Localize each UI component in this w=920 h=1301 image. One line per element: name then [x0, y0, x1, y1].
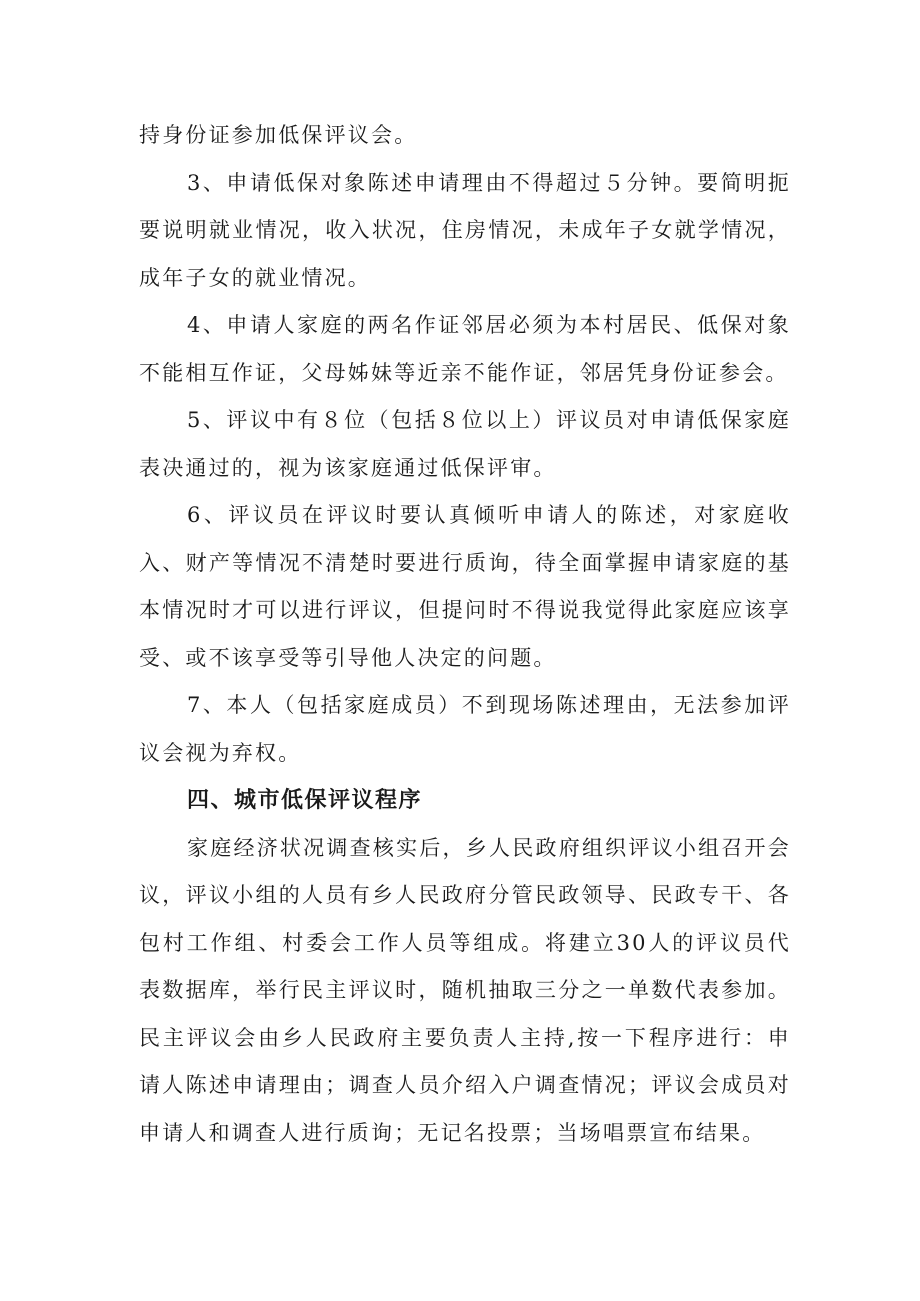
section-paragraph: 家庭经济状况调查核实后，乡人民政府组织评议小组召开会议，评议小组的人员有乡人民政府分管民政领导、民政专干、各包村工作组、村委会工作人员等组成。将建立30人的评议员代表数据库，举行民主评议时，随机抽取三分之一单数代表参加。民主评议会由乡人民政府主要负责人主持,按一下程序进行：申请人陈述申请理由；调查人员介绍入户调查情况；评议会成员对申请人和调查人进行质询；无记名投票；当场唱票宣布结果。	[139, 835, 791, 1145]
paragraph-continuation: 持身份证参加低保评议会。	[139, 123, 418, 147]
paragraph-item-7: 7、本人（包括家庭成员）不到现场陈述理由，无法参加评议会视为弃权。	[139, 693, 791, 765]
paragraph-item-6: 6、评议员在评议时要认真倾听申请人的陈述，对家庭收入、财产等情况不清楚时要进行质询，待全面掌握申请家庭的基本情况时才可以进行评议，但提问时不得说我觉得此家庭应该享受、或不该享受等引导他人决定的问题。	[139, 503, 791, 670]
section-heading: 四、城市低保评议程序	[187, 788, 423, 813]
document-body	[139, 112, 791, 1157]
paragraph-item-5: 5、评议中有８位（包括８位以上）评议员对申请低保家庭表决通过的，视为该家庭通过低保评审。	[139, 408, 791, 480]
paragraph-item-4: 4、申请人家庭的两名作证邻居必须为本村居民、低保对象不能相互作证，父母姊妹等近亲不能作证，邻居凭身份证参会。	[139, 313, 791, 385]
paragraph-item-3: 3、申请低保对象陈述申请理由不得超过５分钟。要简明扼要说明就业情况，收入状况，住房情况，未成年子女就学情况，成年子女的就业情况。	[139, 170, 791, 290]
